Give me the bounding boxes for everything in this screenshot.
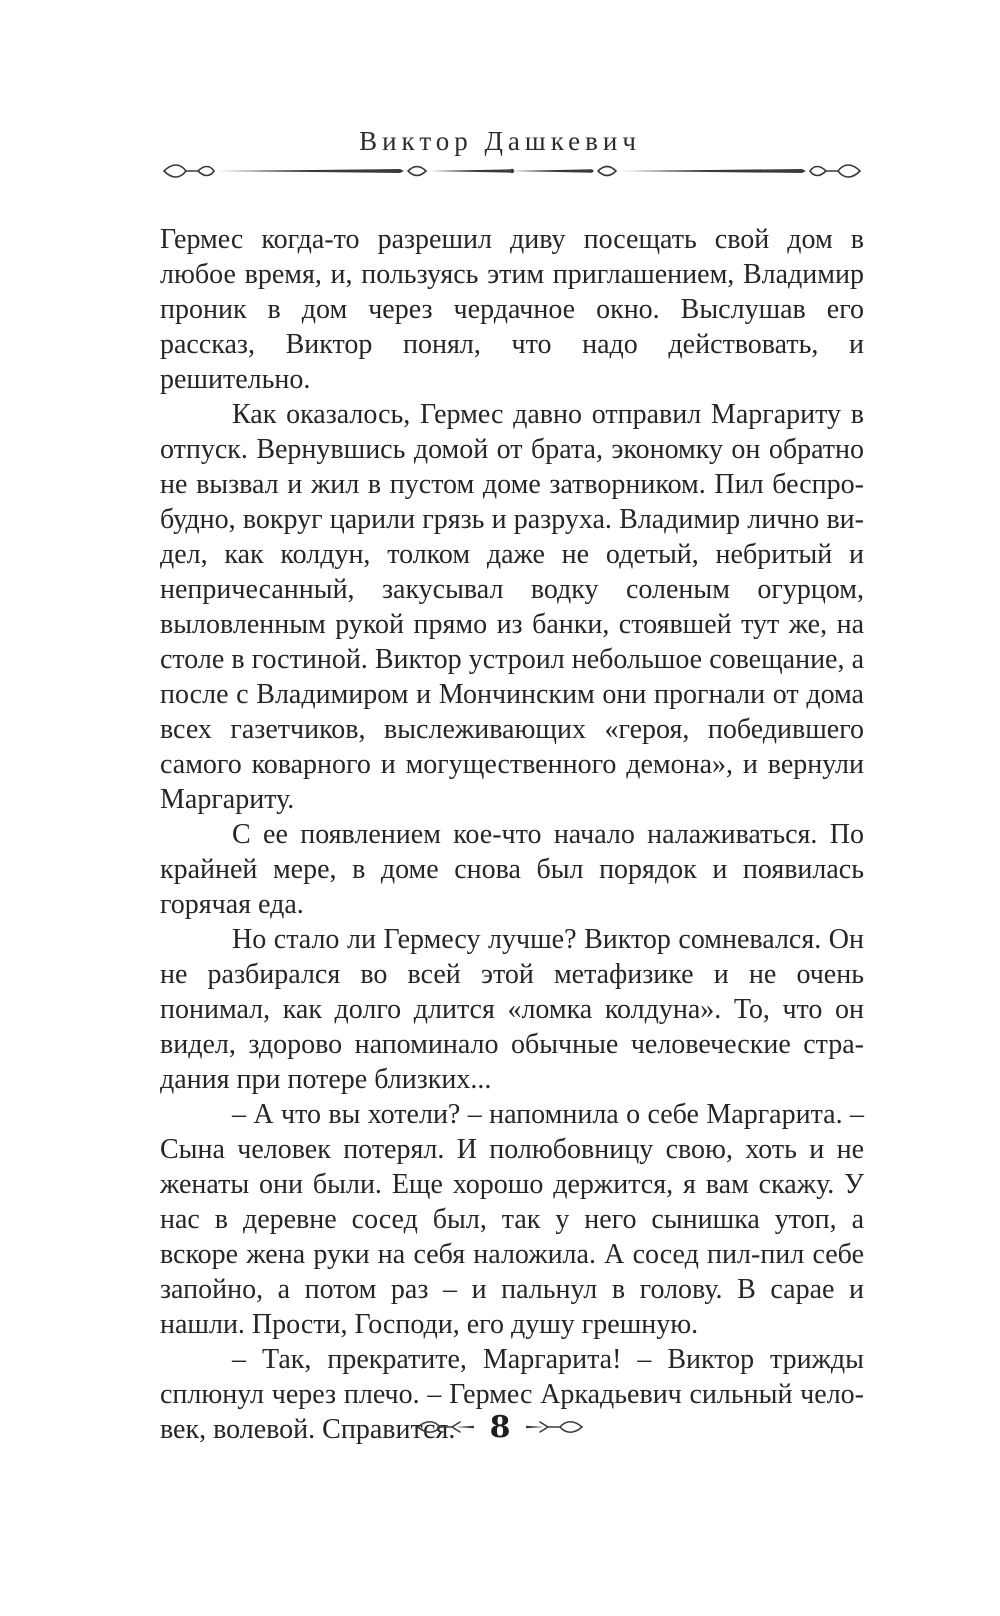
paragraph: Но стало ли Гермесу лучше? Виктор сомневался. Он не разбирался во всей этой метафизике и не очень понимал, как долго длится «ломка колдуна». То, что он видел, здорово напоминало обычные человеческие страдания при потере близких...: [160, 924, 864, 1095]
page-number: 8: [489, 1409, 511, 1445]
paragraph: – А что вы хотели? – напомнила о себе Маргарита. – Сына человек потерял. И полюбовницу свою, хоть и не женаты они были. Еще хорошо держится, я вам скажу. У нас в деревне сосед был, так у него сынишка утоп, а вскоре жена руки на себя наложила. А сосед пил-пил себе запойно, а потом раз – и пальнул в голову. В сарае и нашли. Прости, Господи, его душу грешную.: [160, 1099, 864, 1340]
page-footer: [0, 1405, 1000, 1449]
paragraph: Гермес когда-то разрешил диву посещать свой дом в любое время, и, пользуясь этим приглашением, Владимир проник в дом через чердачное окно. Выслушав его рассказ, Виктор понял, что надо действовать, и решительно.: [160, 224, 864, 395]
paragraph: С ее появлением кое-что начало налаживаться. По крайней мере, в доме снова был порядок и появилась горячая еда.: [160, 819, 864, 920]
body-text: [160, 222, 864, 1447]
folio-ornament-right: [524, 1417, 584, 1437]
folio-ornament-left: [416, 1417, 476, 1437]
paragraph: – Так, прекратите, Маргарита! – Виктор трижды сплюнул через плечо. – Гермес Аркадьевич сильный человек, волевой. Справится.: [160, 1344, 864, 1445]
paragraph: Как оказалось, Гермес давно отправил Маргариту в отпуск. Вернувшись домой от брата, экономку он обратно не вызвал и жил в пустом доме затворником. Пил беспробудно, вокруг царили грязь и разруха. Владимир лично видел, как колдун, толком даже не одетый, небритый и непричесанный, закусывал водку соленым огурцом, выловленным рукой прямо из банки, стоявшей тут же, на столе в гостиной. Виктор устроил небольшое совещание, а после с Владимиром и Мончинским они прогнали от дома всех газетчиков, выслеживающих «героя, победившего самого коварного и могущественного демона», и вернули Маргариту.: [160, 399, 864, 815]
ornamental-rule: [160, 158, 864, 184]
running-head-author: Виктор Дашкевич: [359, 126, 641, 156]
